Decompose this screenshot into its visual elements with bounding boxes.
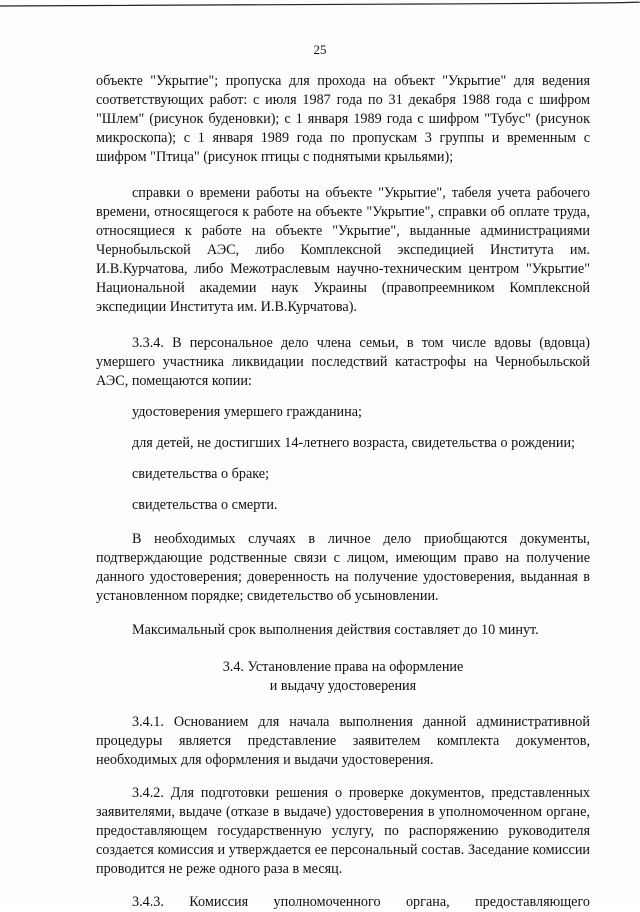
paragraph-2: справки о времени работы на объекте "Укрытие", табеля учета рабочего времени, относящегося к работе на объекте "Укрытие", справки об оплате труда, относящиеся к работе на объекте "Укрытие", выданные администрациями Чернобыльской АЭС, либо Комплексной экспедицией Института им. И.В.Курчатова, либо Межотраслевым научно-техническим центром "Укрытие" Национальной академии наук Украины (правопреемником Комплексной экспедиции Института им. И.В.Курчатова). [96,185,590,315]
paragraph-11: 3.4.2. Для подготовки решения о проверке документов, представленных заявителями, выдаче (отказе в выдаче) удостоверения в уполномоченном органе, предоставляющем государственную услугу, по распоряжению руководителя создается комиссия и утверждается ее персональный состав. Заседание комиссии проводится не реже одного раза в месяц. [96,785,590,877]
paragraph-6: свидетельства о браке; [132,466,270,482]
page-number: 25 [313,42,327,57]
paragraph-10: 3.4.1. Основанием для начала выполнения данной административной процедуры является представление заявителем комплекта документов, необходимых для оформления и выдачи удостоверения. [96,714,590,768]
document-body [96,72,590,912]
paragraph-4: удостоверения умершего гражданина; [132,404,362,420]
scan-edge-line [0,0,640,10]
paragraph-1: объекте "Укрытие"; пропуска для прохода на объект "Укрытие" для ведения соответствующих работ: с июля 1987 года по 31 декабря 1988 года с шифром "Шлем" (рисунок буденовки); с 1 января 1989 года с шифром "Тубус" (рисунок микроскопа); с 1 января 1989 года по пропускам 3 группы и временным с шифром "Птица" (рисунок птицы с поднятыми крыльями); [96,73,590,165]
section-heading-line-1: 3.4. Установление права на оформление [222,659,464,675]
paragraph-5: для детей, не достигших 14-летнего возраста, свидетельства о рождении; [132,435,575,451]
section-heading-line-2: и выдачу удостоверения [269,678,417,694]
paragraph-9: Максимальный срок выполнения действия составляет до 10 минут. [132,622,539,638]
section-heading [96,658,590,696]
paragraph-12: 3.4.3. Комиссия уполномоченного органа, предоставляющего [132,894,590,910]
paragraph-3: 3.3.4. В персональное дело члена семьи, в том числе вдовы (вдовца) умершего участника ликвидации последствий катастрофы на Чернобыльской АЭС, помещаются копии: [96,335,590,389]
paragraph-8: В необходимых случаях в личное дело приобщаются документы, подтверждающие родственные связи с лицом, имеющим право на получение данного удостоверения; доверенность на получение удостоверения, выданная в установленном порядке; свидетельство об усыновлении. [96,531,590,604]
paragraph-7: свидетельства о смерти. [132,497,278,513]
